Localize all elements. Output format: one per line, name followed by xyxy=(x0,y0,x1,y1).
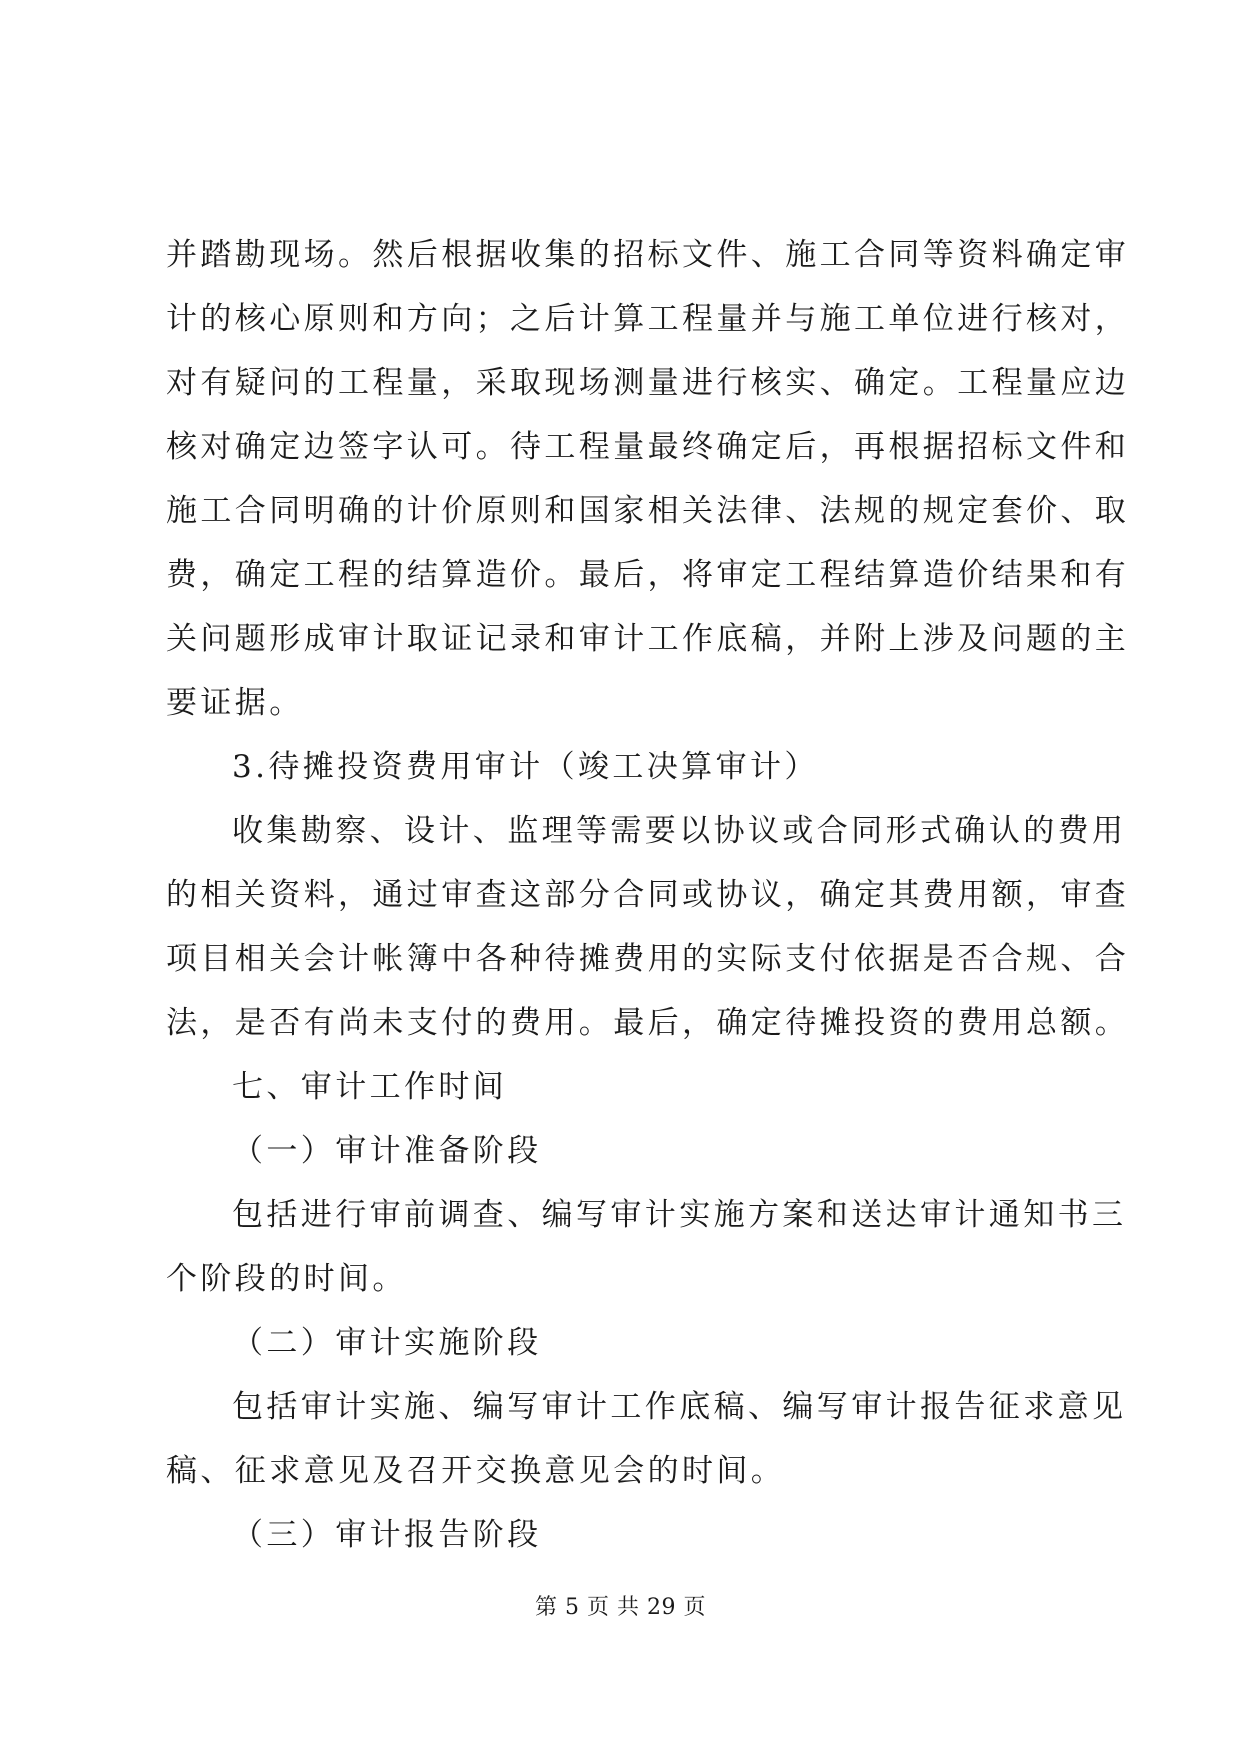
body-line: 计的核心原则和方向；之后计算工程量并与施工单位进行核对， xyxy=(166,301,1130,337)
section-heading: 七、审计工作时间 xyxy=(232,1069,508,1105)
paragraph-start: 包括审计实施、编写审计工作底稿、编写审计报告征求意见 xyxy=(232,1389,1127,1425)
subsection-heading: （一）审计准备阶段 xyxy=(232,1133,542,1169)
body-line: 法，是否有尚未支付的费用。最后，确定待摊投资的费用总额。 xyxy=(166,1005,1130,1041)
body-line: 关问题形成审计取证记录和审计工作底稿，并附上涉及问题的主 xyxy=(166,621,1130,657)
subsection-heading: （三）审计报告阶段 xyxy=(232,1517,542,1553)
paragraph-start: 包括进行审前调查、编写审计实施方案和送达审计通知书三 xyxy=(232,1197,1127,1233)
body-line: 费，确定工程的结算造价。最后，将审定工程结算造价结果和有 xyxy=(166,557,1130,593)
paragraph-start: 收集勘察、设计、监理等需要以协议或合同形式确认的费用 xyxy=(232,813,1127,849)
page-number-footer: 第 5 页 共 29 页 xyxy=(535,1595,706,1620)
body-line: 要证据。 xyxy=(166,685,304,721)
body-line: 并踏勘现场。然后根据收集的招标文件、施工合同等资料确定审 xyxy=(166,237,1130,273)
body-line: 施工合同明确的计价原则和国家相关法律、法规的规定套价、取 xyxy=(166,493,1130,529)
subsection-heading: （二）审计实施阶段 xyxy=(232,1325,542,1361)
section-heading: 3.待摊投资费用审计（竣工决算审计） xyxy=(232,749,819,785)
body-line: 个阶段的时间。 xyxy=(166,1261,407,1297)
body-line: 项目相关会计帐簿中各种待摊费用的实际支付依据是否合规、合 xyxy=(166,941,1130,977)
body-line: 稿、征求意见及召开交换意见会的时间。 xyxy=(166,1453,786,1489)
body-line: 核对确定边签字认可。待工程量最终确定后，再根据招标文件和 xyxy=(166,429,1130,465)
body-line: 的相关资料，通过审查这部分合同或协议，确定其费用额，审查 xyxy=(166,877,1130,913)
body-line: 对有疑问的工程量，采取现场测量进行核实、确定。工程量应边 xyxy=(166,365,1130,401)
